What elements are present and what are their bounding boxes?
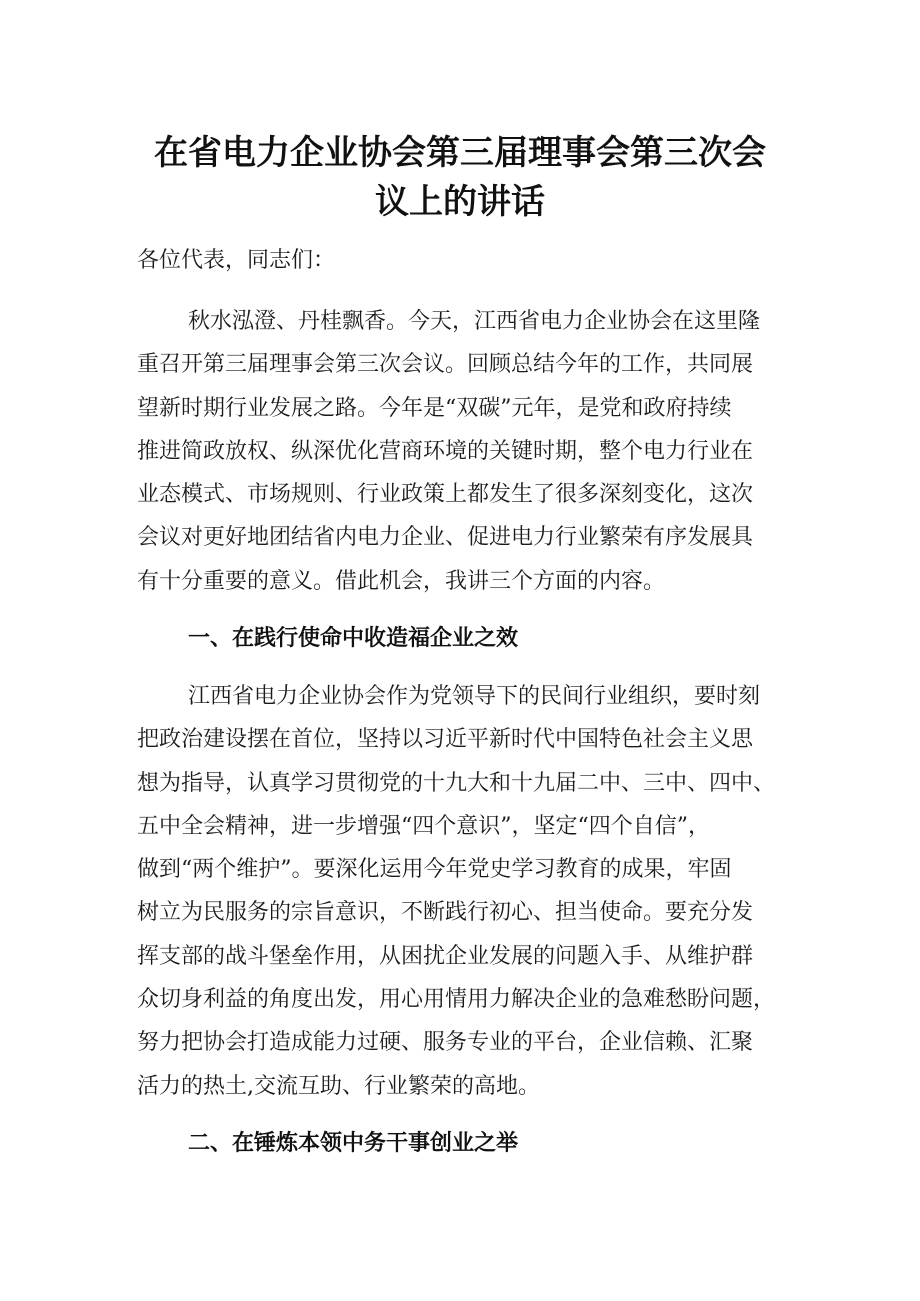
intro-line: 重召开第三届理事会第三次会议。回顾总结今年的工作，共同展: [137, 352, 754, 377]
document-title-line-1: 在省电力企业协会第三届理事会第三次会: [154, 133, 766, 173]
salutation: 各位代表，同志们：: [137, 248, 336, 273]
intro-line: 推进简政放权、纵深优化营商环境的关键时期，整个电力行业在: [137, 439, 754, 464]
section1-line: 树立为民服务的宗旨意识，不断践行初心、担当使命。要充分发: [137, 900, 754, 925]
section1-line: 想为指导，认真学习贯彻党的十九大和十九届二中、三中、四中、: [137, 771, 776, 796]
intro-line: 会议对更好地团结省内电力企业、促进电力行业繁荣有序发展具: [137, 525, 754, 550]
section1-line: 努力把协会打造成能力过硬、服务专业的平台，企业信赖、汇聚: [137, 1030, 754, 1055]
intro-line: 业态模式、市场规则、行业政策上都发生了很多深刻变化，这次: [137, 482, 754, 507]
section1-line: 众切身利益的角度出发，用心用情用力解决企业的急难愁盼问题，: [137, 987, 776, 1012]
section1-line: 活力的热土,交流互助、行业繁荣的高地。: [137, 1074, 540, 1099]
section1-line: 五中全会精神，进一步增强“四个意识”，坚定“四个自信”，: [137, 814, 710, 839]
intro-line: 有十分重要的意义。借此机会，我讲三个方面的内容。: [137, 569, 666, 594]
document-title-line-2: 议上的讲话: [375, 182, 545, 222]
section-heading-2: 二、在锤炼本领中务干事创业之举: [188, 1131, 519, 1156]
intro-line: 秋水泓澄、丹桂飘香。今天，江西省电力企业协会在这里隆: [188, 309, 761, 334]
section1-line: 江西省电力企业协会作为党领导下的民间行业组织，要时刻: [188, 684, 761, 709]
section-heading-1: 一、在践行使命中收造福企业之效: [188, 626, 519, 651]
section1-line: 挥支部的战斗堡垒作用，从困扰企业发展的问题入手、从维护群: [137, 944, 754, 969]
section1-line: 做到“两个维护”。要深化运用今年党史学习教育的成果，牢固: [137, 857, 732, 882]
section1-line: 把政治建设摆在首位，坚持以习近平新时代中国特色社会主义思: [137, 727, 754, 752]
intro-line: 望新时期行业发展之路。今年是“双碳”元年，是党和政府持续: [137, 396, 732, 421]
